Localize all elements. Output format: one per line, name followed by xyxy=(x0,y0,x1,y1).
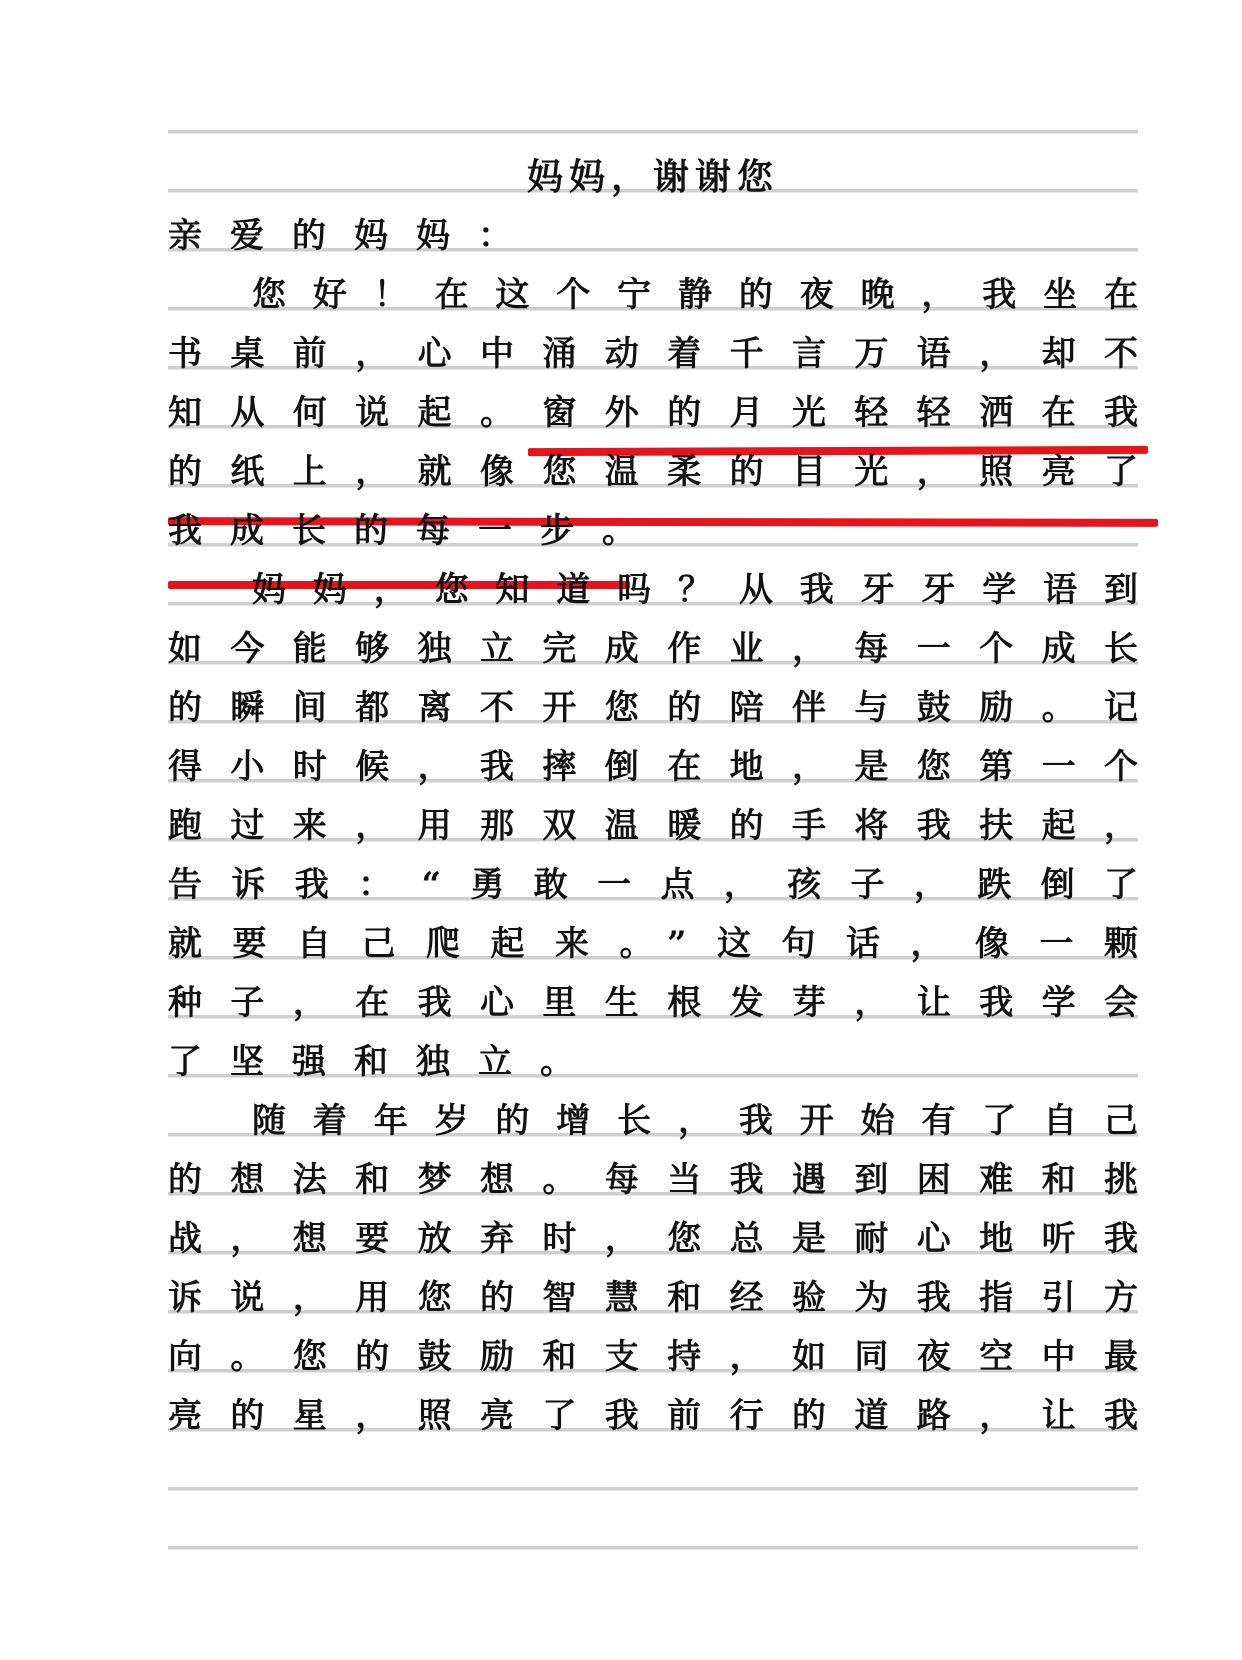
ruled-line xyxy=(168,1487,1138,1490)
text-line: 的瞬间都离不开您的陪伴与鼓励。记 xyxy=(168,688,1138,728)
text-line: 如今能够独立完成作业，每一个成长 xyxy=(168,629,1138,669)
text-line: 随着年岁的增长，我开始有了自己 xyxy=(252,1101,1138,1141)
text-line: 就要自己爬起来。”这句话，像一颗 xyxy=(168,924,1138,964)
page-title: 妈妈，谢谢您 xyxy=(526,156,779,198)
text-line: 诉说，用您的智慧和经验为我指引方 xyxy=(168,1278,1138,1318)
text-line: 我成长的每一步。 xyxy=(168,511,664,551)
text-line: 战，想要放弃时，您总是耐心地听我 xyxy=(168,1219,1138,1259)
text-line: 妈妈，您知道吗？从我牙牙学语到 xyxy=(252,570,1138,610)
letter-page xyxy=(168,0,1138,1660)
ruled-line xyxy=(168,130,1138,133)
text-line: 的纸上，就像您温柔的目光，照亮了 xyxy=(168,452,1138,492)
text-line: 种子，在我心里生根发芽，让我学会 xyxy=(168,983,1138,1023)
text-line: 向。您的鼓励和支持，如同夜空中最 xyxy=(168,1337,1138,1377)
text-line: 书桌前，心中涌动着千言万语，却不 xyxy=(168,334,1138,374)
text-line: 跑过来，用那双温暖的手将我扶起， xyxy=(168,806,1138,846)
ruled-line xyxy=(168,1546,1138,1549)
text-line: 的想法和梦想。每当我遇到困难和挑 xyxy=(168,1160,1138,1200)
text-line: 了坚强和独立。 xyxy=(168,1042,602,1082)
text-line: 您好！在这个宁静的夜晚，我坐在 xyxy=(252,275,1138,315)
text-line: 得小时候，我摔倒在地，是您第一个 xyxy=(168,747,1138,787)
text-line: 亮的星，照亮了我前行的道路，让我 xyxy=(168,1396,1138,1436)
salutation-line: 亲爱的妈妈： xyxy=(168,216,540,256)
text-line: 知从何说起。窗外的月光轻轻洒在我 xyxy=(168,393,1138,433)
text-line: 告诉我：“勇敢一点，孩子，跌倒了 xyxy=(168,865,1138,905)
